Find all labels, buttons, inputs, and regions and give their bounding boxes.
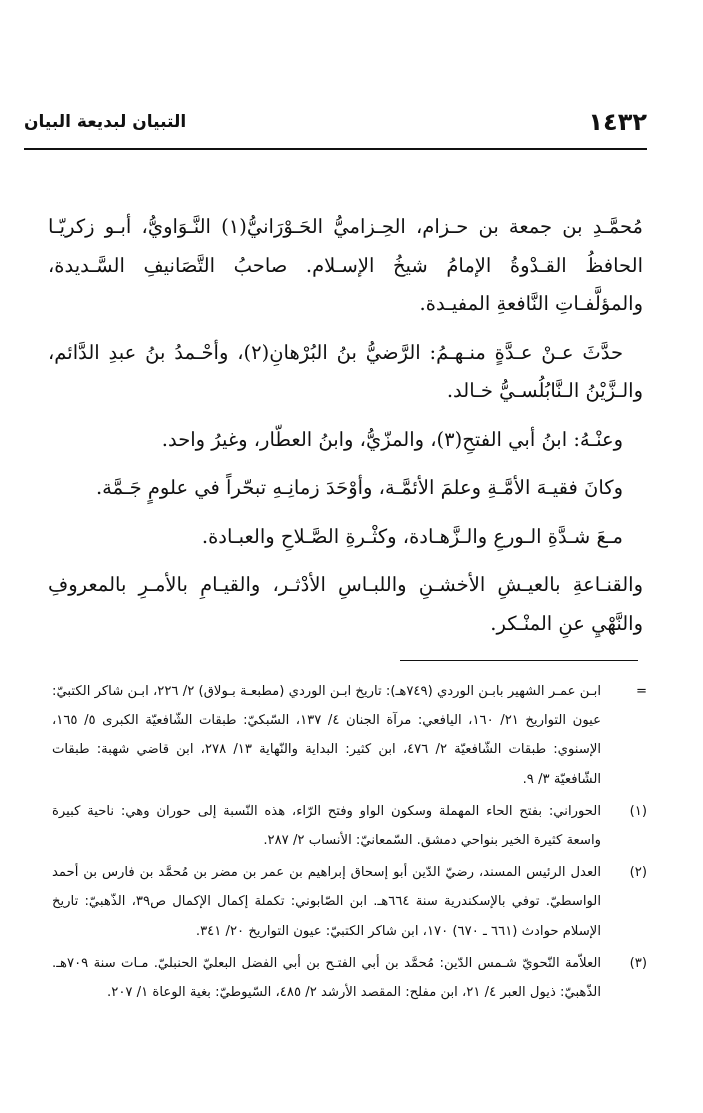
footnote-marker: (٣) bbox=[629, 955, 647, 971]
paragraph-piety: مـعَ شـدَّةِ الـورعِ والـزَّهـادة، وكثْـرةِ الصَّـلاحِ والعبـادة. bbox=[201, 524, 623, 548]
footnote-text: العلاّمة النّحويّ شـمس الدّين: مُحمَّد بن أبي الفتـح بن أبي الفضل البعليّ الحنبليّ. مـات سنة ٧٠٩هـ. الذّهبيّ: ذيول العبر ٤/ ٢١، ابن مفلح: المقصد الأرشد ٢/ ٤٨٥، السّيوطيّ: بغية الوعاة ١/ ٢٠٧. bbox=[52, 955, 601, 1001]
footnote-marker: (٢) bbox=[629, 865, 647, 881]
footnote-3 bbox=[52, 949, 647, 1007]
paragraph-students: وعنْـهُ: ابنُ أبي الفتحِ(٣)، والمزّيُّ، وابنُ العطّار، وغيرُ واحد. bbox=[161, 427, 623, 451]
header-rule bbox=[24, 148, 647, 150]
paragraph-scholarship: وكانَ فقيـهَ الأمَّـةِ وعلمَ الأئمَّـة، وأوْحَدَ زمانِـهِ تبحّراً في علومٍ جَـمَّة. bbox=[95, 476, 623, 499]
footnote-text: ابـن عمـر الشهير بابـن الوردي (٧٤٩هـ): تاريخ ابـن الوردي (مطبعـة بـولاق) ٢/ ٢٢٦، ابـن شاكر الكتبيّ: عيون التواريخ ٢١/ ١٦٠، اليافعي: مرآة الجنان ٤/ ١٣٧، السّبكيّ: طبقات الشّافعيّة الكبرى ٥/ ١٦٥، الإسنوي: طبقات الشّافعيّة ٢/ ٤٧٦، ابن كثير: البداية والنّهاية ١٣/ ٢٧٨، ابن قاضي شهبة: طبقات الشّافعيّة ٣/ ٩. bbox=[52, 684, 602, 787]
footnote-text: العدل الرئيس المسند، رضيّ الدّين أبو إسحاق إبراهيم بن عمر بن مضر بن مُحمَّد بن فارس بن أحمد الواسطيّ. توفي بالإسكندرية سنة ٦٦٤هـ. ابن الصّابوني: تكملة إكمال الإكمال ص٣٩، الذّهبيّ: تاريخ الإسلام حوادث (٦٦١ ـ ٦٧٠) ١٧٠، ابن شاكر الكتبيّ: عيون التواريخ ٢٠/ ٣٤١. bbox=[52, 865, 601, 939]
footnote-2 bbox=[52, 858, 647, 946]
footnote-continued bbox=[52, 677, 647, 794]
footnote-text: الحوراني: بفتح الحاء المهملة وسكون الواو وفتح الرّاء، هذه النّسبة إلى حوران وهي: ناحية كبيرة واسعة كثيرة الخير بنواحي دمشق. السّمعانيّ: الأنساب ٢/ ٢٨٧. bbox=[52, 803, 601, 849]
footnote-marker: (١) bbox=[629, 803, 647, 819]
footnote-separator bbox=[400, 660, 638, 661]
footnote-marker: = bbox=[635, 684, 647, 699]
footnotes bbox=[52, 677, 647, 1007]
paragraph-teachers: حدَّثَ عـنْ عـدَّةٍ منـهـمُ: الرَّضيُّ بنُ البُرْهانِ(٢)، وأحْـمدُ بنُ عبدِ الدَّائم، والـزَّيْنُ الـنَّابُلُسـيُّ خـالد. bbox=[48, 340, 643, 402]
paragraph-biography: مُحمَّـدِ بن جمعة بن حـزام، الحِـزاميُّ الحَـوْرَانيُّ(١) النَّـوَاويُّ، أبـو زكريّـا الحافظُ القـدْوةُ الإمامُ شيخُ الإسـلام. صاحبُ التَّصَانيفِ السَّـديدة، والمؤلَّفـاتِ النَّافعةِ المفيـدة. bbox=[48, 215, 643, 315]
running-title: التبيان لبديعة البيان bbox=[24, 112, 187, 132]
main-text bbox=[48, 208, 643, 643]
page-header bbox=[24, 108, 647, 148]
page-number: ١٤٣٢ bbox=[588, 108, 647, 136]
footnote-1 bbox=[52, 797, 647, 855]
paragraph-asceticism: والقنـاعةِ بالعيـشِ الأخشـنِ واللبـاسِ الأدْثـر، والقيـامِ بالأمـرِ بالمعروفِ والنَّهْيِ عنِ المنْـكر. bbox=[48, 573, 643, 635]
